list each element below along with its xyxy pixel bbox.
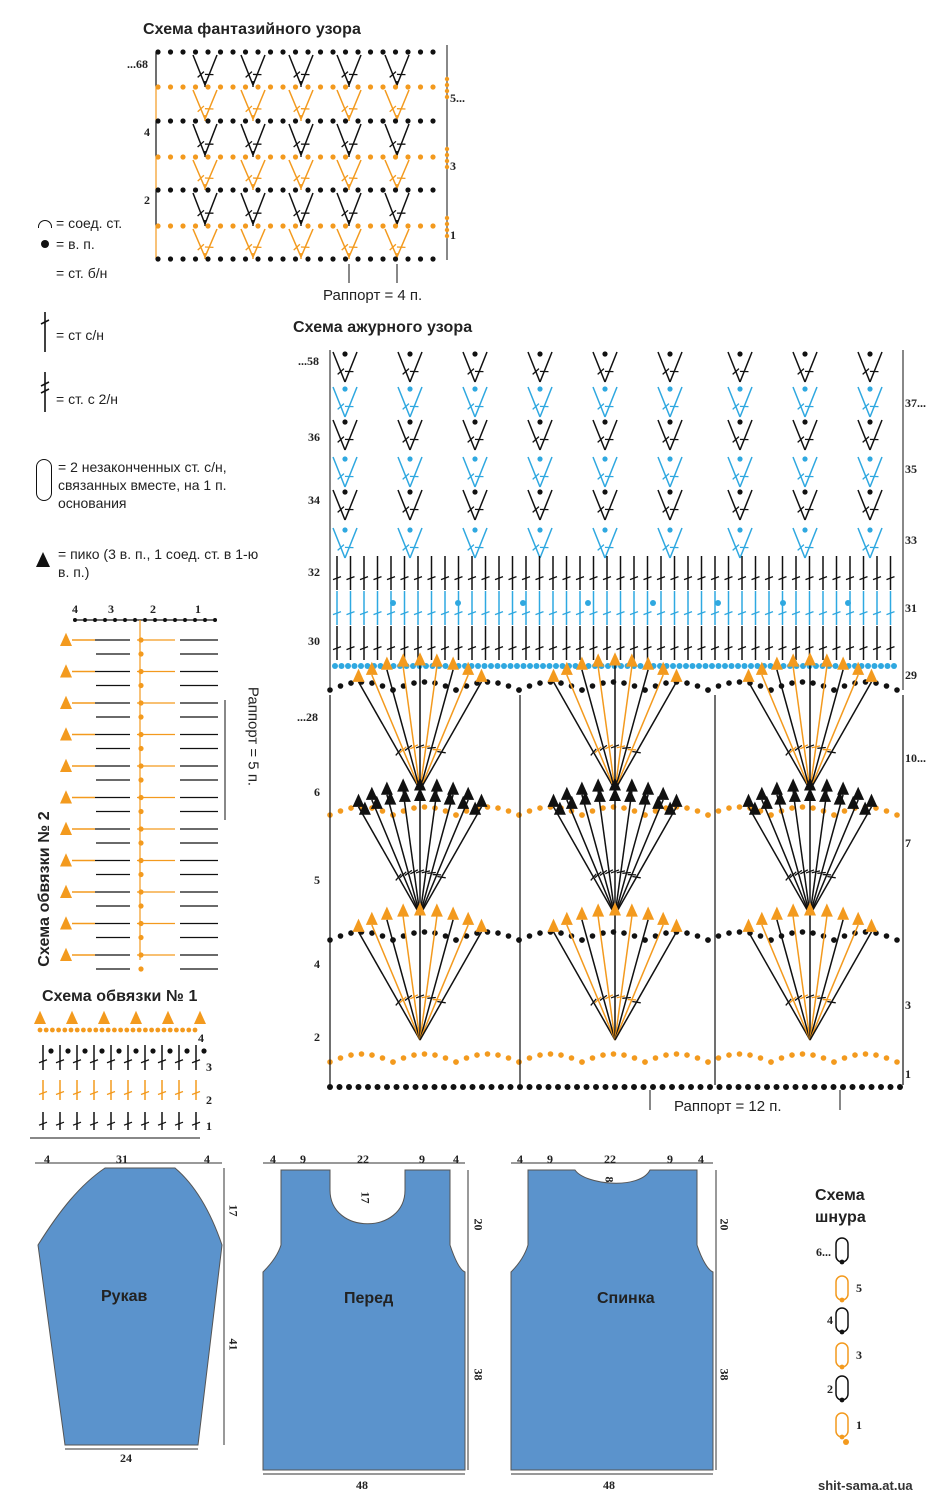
- chain-stitch: [840, 1330, 845, 1335]
- cord-loop: [836, 1238, 848, 1262]
- cord-title: шнура: [815, 1209, 866, 1226]
- back-dim-top: 22: [604, 1152, 616, 1166]
- openwork-row-label: ...28: [297, 710, 318, 724]
- openwork-row-label: 36: [308, 430, 320, 444]
- sleeve-dim-top: 31: [116, 1152, 128, 1166]
- cord-row-label: 2: [827, 1382, 833, 1396]
- openwork-row-label: 34: [308, 493, 320, 507]
- cord-row-label: 3: [856, 1348, 862, 1362]
- fancy-row-label: 1: [450, 228, 456, 242]
- cord-row-label: 5: [856, 1281, 862, 1295]
- sleeve-dim-bottom: 24: [120, 1451, 132, 1465]
- fancy-row-label: 3: [450, 159, 456, 173]
- legend-double-crochet: = ст с/н: [56, 327, 104, 343]
- cord-row-label: 4: [827, 1313, 833, 1327]
- edging2-row-label: 1: [195, 602, 201, 616]
- edging1-row-label: 3: [206, 1060, 212, 1074]
- cord-title: Схема: [815, 1187, 865, 1204]
- openwork-row-label: 6: [314, 785, 320, 799]
- fancy-row-label: 2: [144, 193, 150, 207]
- legend-cluster: = 2 незаконченных ст. с/н, связанных вместе, на 1 п. основания: [58, 459, 227, 511]
- fancy-pattern-title: Схема фантазийного узора: [143, 21, 362, 38]
- chain-stitch: [840, 1298, 845, 1303]
- openwork-row-label: 1: [905, 1067, 911, 1081]
- sleeve-dim-top: 4: [204, 1152, 210, 1166]
- front-dim-top: 4: [453, 1152, 459, 1166]
- legend-single-crochet: = ст. б/н: [56, 265, 108, 281]
- back-dim-top: 9: [547, 1152, 553, 1166]
- front-dim-top: 9: [419, 1152, 425, 1166]
- edging2-row-label: 3: [108, 602, 114, 616]
- cord-loop: [836, 1343, 848, 1367]
- openwork-row-label: 3: [905, 998, 911, 1012]
- front-dim-side: 20: [471, 1218, 486, 1231]
- edging2-title: Схема обвязки № 2: [36, 811, 53, 967]
- openwork-row-label: 2: [314, 1030, 320, 1044]
- cord-loop: [836, 1413, 848, 1437]
- watermark: shit-sama.at.ua: [818, 1478, 913, 1493]
- openwork-row-label: 30: [308, 634, 320, 648]
- chain-stitch: [840, 1398, 845, 1403]
- back-dim-top: 9: [667, 1152, 673, 1166]
- edging2-row-label: 2: [150, 602, 156, 616]
- cord-loop: [836, 1376, 848, 1400]
- chain-stitch: [840, 1435, 845, 1440]
- openwork-row-label: 4: [314, 957, 320, 971]
- chain-stitch: [843, 1439, 849, 1445]
- fancy-repeat-label: Раппорт = 4 п.: [323, 287, 423, 304]
- sleeve-label: Рукав: [101, 1288, 148, 1305]
- openwork-pattern-title: Схема ажурного узора: [293, 319, 473, 336]
- chain-stitch: [840, 1365, 845, 1370]
- front-label: Перед: [344, 1290, 394, 1307]
- edging1-row-label: 4: [198, 1031, 204, 1045]
- openwork-row-label: 32: [308, 565, 320, 579]
- fancy-row-label: ...68: [127, 57, 148, 71]
- cord-row-label: 1: [856, 1418, 862, 1432]
- cord-loop: [836, 1308, 848, 1332]
- edging1-row-label: 2: [206, 1093, 212, 1107]
- sleeve-dim-top: 4: [44, 1152, 50, 1166]
- fancy-row-label: 5...: [450, 91, 465, 105]
- edging1-row-label: 1: [206, 1119, 212, 1133]
- openwork-row-label: 37...: [905, 396, 926, 410]
- fancy-row-label: 4: [144, 125, 150, 139]
- openwork-repeat-label: Раппорт = 12 п.: [674, 1098, 782, 1115]
- front-dim-side: 38: [471, 1368, 486, 1381]
- chain-stitch: [840, 1260, 845, 1265]
- cord-loop: [836, 1276, 848, 1300]
- sleeve-dim-side: 17: [226, 1204, 241, 1217]
- front-dim-neck: 17: [358, 1191, 373, 1204]
- sleeve-dim-side: 41: [226, 1338, 241, 1351]
- back-dim-neck: 8: [602, 1176, 617, 1183]
- legend-treble-crochet: = ст. с 2/н: [56, 391, 119, 407]
- openwork-row-label: 5: [314, 873, 320, 887]
- back-dim-side: 38: [717, 1368, 732, 1381]
- back-label: Спинка: [597, 1290, 655, 1307]
- legend-slip-stitch: = соед. ст.: [56, 215, 123, 231]
- openwork-row-label: ...58: [298, 354, 319, 368]
- back-dim-top: 4: [698, 1152, 704, 1166]
- openwork-row-label: 29: [905, 668, 917, 682]
- openwork-row-label: 33: [905, 533, 917, 547]
- legend-picot: = пико (3 в. п., 1 соед. ст. в 1-ю в. п.): [58, 546, 259, 580]
- edging2-repeat-label: Раппорт = 5 п.: [244, 686, 262, 787]
- openwork-row-label: 31: [905, 601, 917, 615]
- openwork-row-label: 7: [905, 836, 911, 850]
- legend-chain: = в. п.: [56, 236, 95, 252]
- edging2-row-label: 4: [72, 602, 78, 616]
- cord-row-label: 6...: [816, 1245, 831, 1259]
- openwork-row-label: 10...: [905, 751, 926, 765]
- front-dim-bottom: 48: [356, 1478, 368, 1492]
- openwork-row-label: 35: [905, 462, 917, 476]
- edging1-title: Схема обвязки № 1: [42, 988, 198, 1005]
- back-dim-side: 20: [717, 1218, 732, 1231]
- back-dim-bottom: 48: [603, 1478, 615, 1492]
- back-dim-top: 4: [517, 1152, 523, 1166]
- front-dim-top: 4: [270, 1152, 276, 1166]
- front-dim-top: 9: [300, 1152, 306, 1166]
- front-dim-top: 22: [357, 1152, 369, 1166]
